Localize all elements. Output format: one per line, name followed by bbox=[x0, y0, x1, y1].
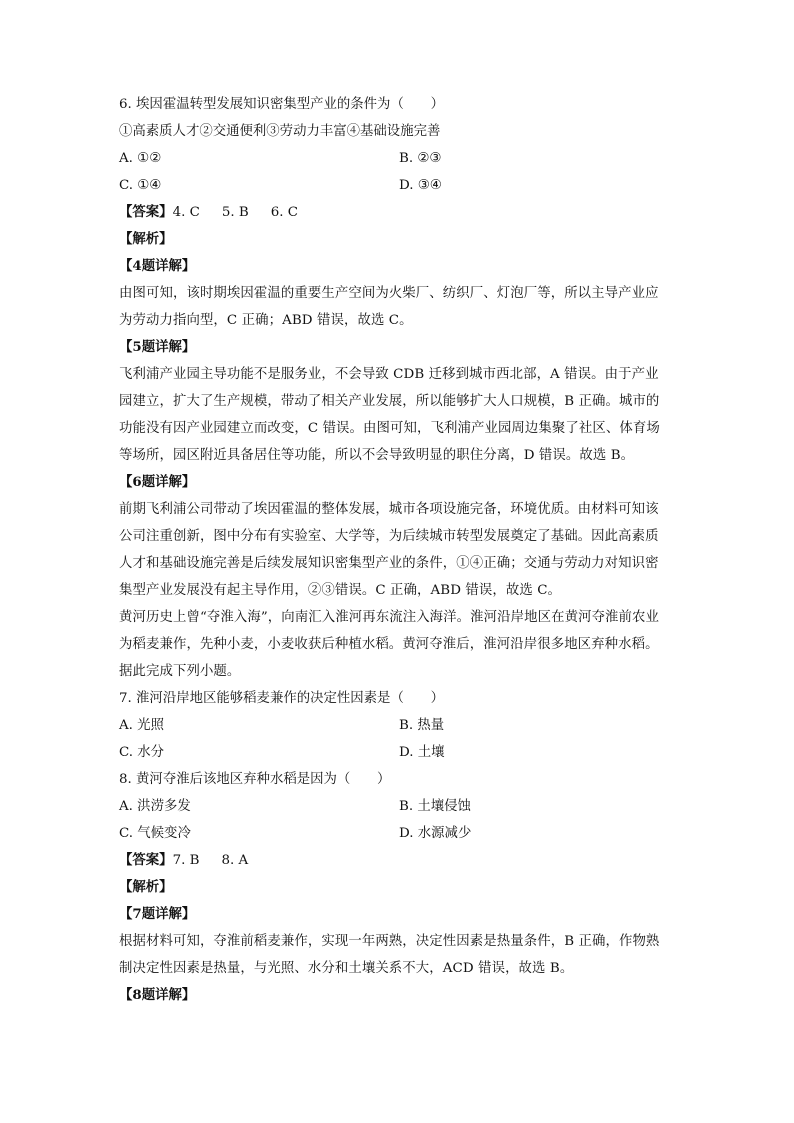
question-6-option-b: B. ②③ bbox=[399, 151, 442, 166]
question-7-option-a: A. 光照 bbox=[119, 718, 164, 733]
analysis-label: 【解析】 bbox=[119, 231, 173, 247]
material-line: 为稻麦兼作，先种小麦，小麦收获后种植水稻。黄河夺淮后，淮河沿岸很多地区弃种水稻。 bbox=[119, 637, 659, 652]
detail-7-line: 制决定性因素是热量，与光照、水分和土壤关系不大，ACD 错误，故选 B。 bbox=[119, 961, 574, 976]
question-8-option-d: D. 水源减少 bbox=[399, 826, 472, 841]
detail-8-heading: 【8题详解】 bbox=[119, 987, 196, 1003]
question-8-option-c: C. 气候变冷 bbox=[119, 826, 191, 841]
question-8-stem: 8. 黄河夺淮后该地区弃种水稻是因为（ ） bbox=[119, 772, 391, 787]
detail-4-heading: 【4题详解】 bbox=[119, 258, 196, 274]
material-line: 据此完成下列小题。 bbox=[119, 664, 241, 679]
question-6-option-d: D. ③④ bbox=[399, 178, 442, 193]
question-8-option-b: B. 土壤侵蚀 bbox=[399, 799, 471, 814]
answer-item-6: 6. C bbox=[270, 205, 298, 220]
detail-6-line: 人才和基础设施完善是后续发展知识密集型产业的条件，①④正确；交通与劳动力对知识密 bbox=[119, 556, 659, 571]
question-6-stem: 6. 埃因霍温转型发展知识密集型产业的条件为（ ） bbox=[119, 97, 445, 112]
detail-6-line: 集型产业发展没有起主导作用，②③错误。C 正确，ABD 错误，故选 C。 bbox=[119, 583, 562, 598]
question-7-options-row-2 bbox=[119, 739, 679, 766]
answer-label: 【答案】 bbox=[119, 204, 173, 220]
detail-5-heading: 【5题详解】 bbox=[119, 339, 196, 355]
answer-line-4-6 bbox=[119, 199, 679, 226]
detail-4-line: 为劳动力指向型，C 正确；ABD 错误，故选 C。 bbox=[119, 313, 413, 328]
question-7-options-row-1 bbox=[119, 712, 679, 739]
detail-7-heading: 【7题详解】 bbox=[119, 906, 196, 922]
detail-5-line: 功能没有因产业园建立而改变，C 错误。由图可知，飞利浦产业园周边集聚了社区、体育场 bbox=[119, 421, 660, 436]
detail-5-line: 等场所，园区附近具备居住等功能，所以不会导致明显的职住分离，D 错误。故选 B。 bbox=[119, 448, 635, 463]
question-7-stem: 7. 淮河沿岸地区能够稻麦兼作的决定性因素是（ ） bbox=[119, 691, 445, 706]
analysis-label: 【解析】 bbox=[119, 879, 173, 895]
answer-item-4: 4. C bbox=[172, 205, 200, 220]
question-6-options-row-2 bbox=[119, 172, 679, 199]
detail-5-line: 园建立，扩大了生产规模，带动了相关产业发展，所以能够扩大人口规模，B 正确。城市的 bbox=[119, 394, 660, 409]
question-8-options-row-1 bbox=[119, 793, 679, 820]
answer-item-7: 7. B bbox=[172, 853, 200, 868]
detail-7-line: 根据材料可知，夺淮前稻麦兼作，实现一年两熟，决定性因素是热量条件，B 正确，作物熟 bbox=[119, 934, 660, 949]
detail-6-line: 公司注重创新，图中分布有实验室、大学等，为后续城市转型发展奠定了基础。因此高素质 bbox=[119, 529, 659, 544]
question-7-option-c: C. 水分 bbox=[119, 745, 165, 760]
answer-item-8: 8. A bbox=[221, 853, 249, 868]
answer-line-7-8 bbox=[119, 847, 679, 874]
question-6-option-a: A. ①② bbox=[119, 151, 162, 166]
question-6-option-c: C. ①④ bbox=[119, 178, 162, 193]
question-8-options-row-2 bbox=[119, 820, 679, 847]
document-page bbox=[119, 91, 679, 1009]
detail-5-line: 飞利浦产业园主导功能不是服务业，不会导致 CDB 迁移到城市西北部，A 错误。由于产业 bbox=[119, 367, 659, 382]
answer-label: 【答案】 bbox=[119, 852, 173, 868]
material-line: 黄河历史上曾“夺淮入海”，向南汇入淮河再东流注入海洋。淮河沿岸地区在黄河夺淮前农业 bbox=[119, 610, 660, 625]
answer-item-5: 5. B bbox=[221, 205, 249, 220]
question-8-option-a: A. 洪涝多发 bbox=[119, 799, 191, 814]
question-7-option-b: B. 热量 bbox=[399, 718, 445, 733]
question-6-choices-list: ①高素质人才②交通便利③劳动力丰富④基础设施完善 bbox=[119, 124, 441, 139]
question-6-options-row-1 bbox=[119, 145, 679, 172]
detail-6-heading: 【6题详解】 bbox=[119, 474, 196, 490]
detail-6-line: 前期飞利浦公司带动了埃因霍温的整体发展，城市各项设施完备，环境优质。由材料可知该 bbox=[119, 502, 659, 517]
detail-4-line: 由图可知，该时期埃因霍温的重要生产空间为火柴厂、纺织厂、灯泡厂等，所以主导产业应 bbox=[119, 286, 659, 301]
question-7-option-d: D. 土壤 bbox=[399, 745, 445, 760]
